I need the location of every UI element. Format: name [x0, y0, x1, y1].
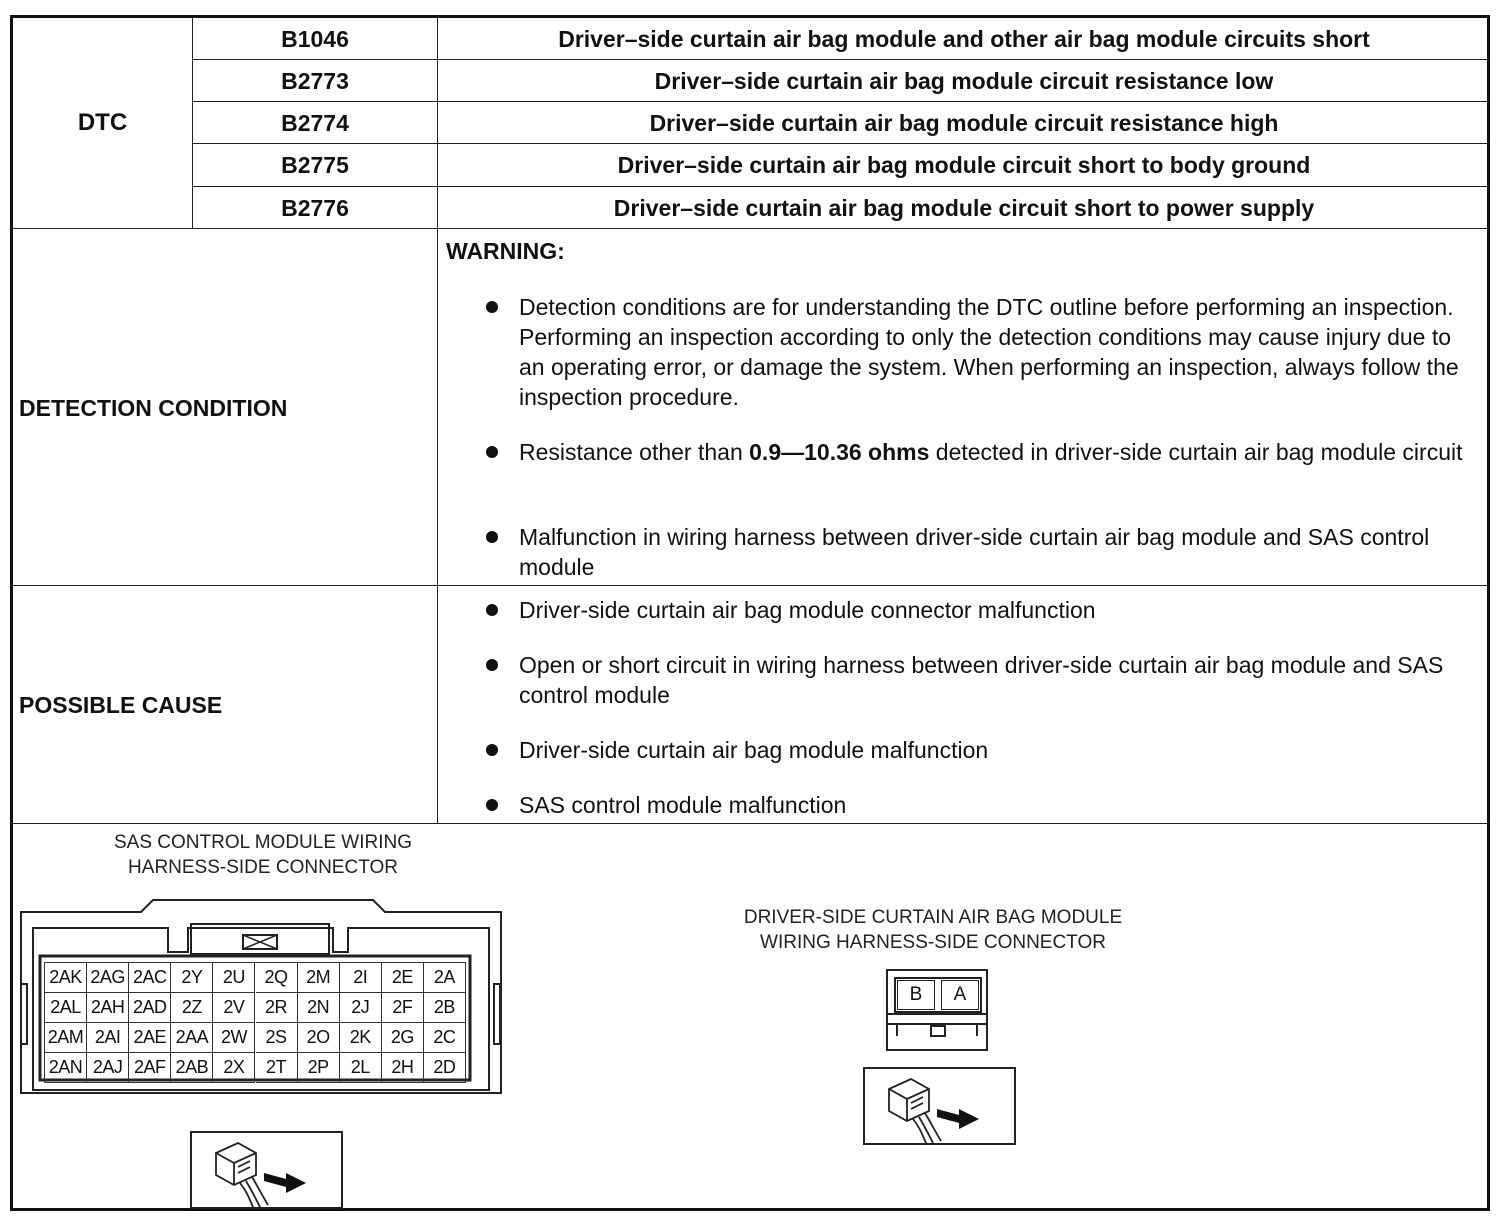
dtc-description: Driver–side curtain air bag module circuit short to body ground — [617, 151, 1311, 178]
pin-cell: 2AK — [45, 963, 87, 993]
dtc-code: B2774 — [281, 109, 349, 136]
cause-bullet-text: Open or short circuit in wiring harness between driver-side curtain air bag module and SAS control module — [519, 652, 1444, 708]
dtc-description: Driver–side curtain air bag module circuit resistance high — [649, 109, 1279, 136]
pin-cell: 2J — [340, 993, 382, 1023]
detection-condition-label: DETECTION CONDITION — [19, 395, 288, 421]
pin-cell: 2AL — [45, 993, 87, 1023]
pin-cell: 2U — [213, 963, 255, 993]
bullet-icon — [486, 604, 498, 616]
bullet-icon — [486, 659, 498, 671]
harness-side-connector-icon — [190, 1131, 343, 1209]
dtc-table — [10, 15, 1490, 1211]
pin-cell: 2T — [256, 1053, 298, 1083]
pin-cell: 2W — [213, 1023, 255, 1053]
pin-cell: 2AI — [87, 1023, 129, 1053]
pin-cell: 2AG — [87, 963, 129, 993]
pin-cell: 2AN — [45, 1053, 87, 1083]
bullet-icon — [486, 744, 498, 756]
pin-a: A — [941, 980, 979, 1010]
pin-cell: 2X — [213, 1053, 255, 1083]
resistance-range: 0.9—10.36 ohms — [749, 439, 930, 465]
dtc-code: B2773 — [281, 67, 349, 94]
warning-label: WARNING: — [446, 238, 565, 264]
cause-bullet-text: Driver-side curtain air bag module connector malfunction — [519, 597, 1096, 623]
cause-bullet-text: Driver-side curtain air bag module malfunction — [519, 737, 989, 763]
pin-cell: 2V — [213, 993, 255, 1023]
row-divider — [13, 823, 1490, 824]
pin-cell: 2F — [382, 993, 424, 1023]
cause-bullet-text: SAS control module malfunction — [519, 792, 847, 818]
harness-side-connector-icon — [863, 1067, 1016, 1145]
driver-connector-title: DRIVER-SIDE CURTAIN AIR BAG MODULE WIRING HARNESS-SIDE CONNECTOR — [743, 907, 1123, 953]
pin-cell: 2AA — [171, 1023, 213, 1053]
pin-cell: 2K — [340, 1023, 382, 1053]
pin-cell: 2G — [382, 1023, 424, 1053]
pin-cell: 2N — [298, 993, 340, 1023]
pin-cell: 2D — [424, 1053, 466, 1083]
pin-cell: 2AE — [129, 1023, 171, 1053]
dtc-description: Driver–side curtain air bag module circuit short to power supply — [613, 194, 1315, 221]
dtc-code: B1046 — [281, 25, 349, 52]
pin-cell: 2C — [424, 1023, 466, 1053]
detection-bullet-text: Malfunction in wiring harness between driver-side curtain air bag module and SAS control module — [519, 524, 1430, 580]
pin-cell: 2AB — [171, 1053, 213, 1083]
pin-cell: 2AJ — [87, 1053, 129, 1083]
pin-cell: 2AC — [129, 963, 171, 993]
bullet-icon — [486, 301, 498, 313]
pin-cell: 2O — [298, 1023, 340, 1053]
pin-cell: 2M — [298, 963, 340, 993]
pin-cell: 2A — [424, 963, 466, 993]
pin-cell: 2P — [298, 1053, 340, 1083]
pin-cell: 2L — [340, 1053, 382, 1083]
dtc-code: B2776 — [281, 194, 349, 221]
pin-b: B — [897, 980, 935, 1010]
possible-cause-label: POSSIBLE CAUSE — [19, 692, 223, 718]
bullet-icon — [486, 531, 498, 543]
bullet-icon — [486, 799, 498, 811]
pin-cell: 2Y — [171, 963, 213, 993]
dtc-code: B2775 — [281, 151, 349, 178]
sas-pin-grid — [44, 962, 466, 1083]
pin-cell: 2B — [424, 993, 466, 1023]
row-divider — [13, 585, 1490, 586]
pin-cell: 2E — [382, 963, 424, 993]
pin-cell: 2H — [382, 1053, 424, 1083]
dtc-description: Driver–side curtain air bag module circuit resistance low — [654, 67, 1274, 94]
pin-cell: 2AM — [45, 1023, 87, 1053]
pin-cell: 2Q — [256, 963, 298, 993]
sas-connector-title: SAS CONTROL MODULE WIRING HARNESS-SIDE CONNECTOR — [113, 832, 413, 878]
pin-cell: 2I — [340, 963, 382, 993]
dtc-description: Driver–side curtain air bag module and other air bag module circuits short — [558, 25, 1370, 52]
pin-cell: 2AH — [87, 993, 129, 1023]
pin-cell: 2AF — [129, 1053, 171, 1083]
pin-cell: 2R — [256, 993, 298, 1023]
dtc-label: DTC — [77, 109, 128, 136]
detection-bullet-text: Resistance other than 0.9—10.36 ohms detected in driver-side curtain air bag module circuit — [519, 439, 1463, 465]
bullet-icon — [486, 446, 498, 458]
pin-cell: 2Z — [171, 993, 213, 1023]
pin-cell: 2AD — [129, 993, 171, 1023]
pin-cell: 2S — [256, 1023, 298, 1053]
detection-bullet-text: Detection conditions are for understanding the DTC outline before performing an inspection. Performing an inspection according to only the detection conditions may cause injury due to an operating error, or damage the system. When performing an inspection, always follow the inspection procedure. — [519, 294, 1459, 410]
